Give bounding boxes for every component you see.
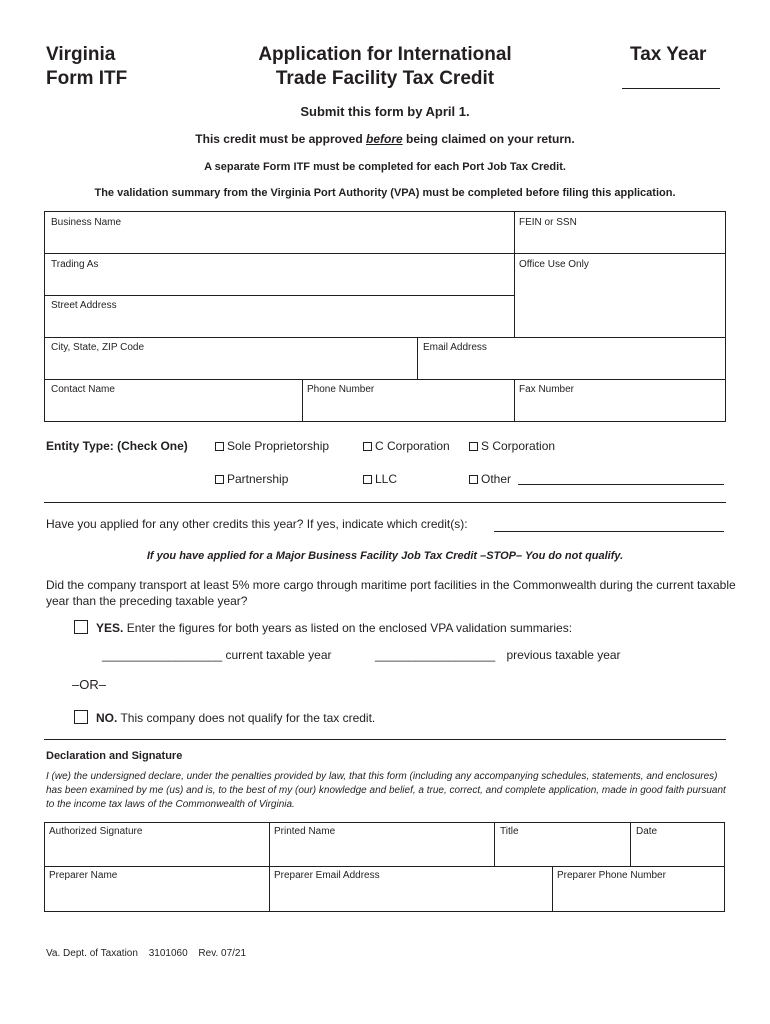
declaration-heading: Declaration and Signature (46, 750, 183, 762)
other-credits-field[interactable] (494, 531, 724, 532)
form-title-line2: Trade Facility Tax Credit (275, 68, 495, 89)
checkbox-icon[interactable] (363, 475, 372, 484)
tax-year-label: Tax Year (630, 44, 707, 65)
previous-year-entry[interactable]: __________________ previous taxable year (375, 648, 621, 662)
stop-notice: If you have applied for a Major Business Facility Job Tax Credit –STOP– You do not qualify. (146, 550, 624, 562)
business-info-grid (44, 211, 726, 422)
entity-other-field[interactable] (518, 484, 724, 485)
printed-name-field[interactable]: Printed Name (274, 826, 336, 837)
cargo-question: Did the company transport at least 5% more cargo through maritime port facilities in the Commonwealth during the current taxable year than the preceding taxable year? (46, 578, 736, 608)
section-divider (44, 739, 726, 740)
declaration-text: I (we) the undersigned declare, under the penalties provided by law, that this form (including any accompanying schedules, statements, and enclosures) has been examined by me (us) and is, to the best of my (our) knowledge and belief, a true, correct, and complete application, made in good faith pursuant to the income tax laws of the Commonwealth of Virginia. (46, 771, 726, 810)
checkbox-icon[interactable] (469, 442, 478, 451)
footer-dept: Va. Dept. of Taxation (46, 948, 138, 959)
city-state-zip-field[interactable]: City, State, ZIP Code (51, 342, 145, 353)
tax-year-field[interactable] (622, 88, 720, 89)
entity-c-corporation[interactable]: C Corporation (363, 439, 450, 453)
no-option: NO. This company does not qualify for the tax credit. (96, 711, 376, 725)
state-name: Virginia (46, 44, 116, 65)
form-id: Form ITF (46, 68, 128, 89)
yes-checkbox[interactable] (74, 620, 88, 634)
email-address-field[interactable]: Email Address (423, 342, 487, 353)
date-field[interactable]: Date (636, 826, 658, 837)
trading-as-field[interactable]: Trading As (51, 259, 99, 270)
preparer-name-field[interactable]: Preparer Name (49, 870, 118, 881)
separate-form-notice: A separate Form ITF must be completed for each Port Job Tax Credit. (204, 161, 566, 173)
approval-text-post: being claimed on your return. (402, 132, 575, 146)
form-title-line1: Application for International (258, 44, 512, 65)
title-field[interactable]: Title (500, 826, 519, 837)
entity-s-corporation[interactable]: S Corporation (469, 439, 555, 453)
entity-sole-proprietorship[interactable]: Sole Proprietorship (215, 439, 329, 453)
footer (46, 948, 246, 959)
approval-emphasis: before (365, 132, 403, 146)
current-year-entry[interactable]: __________________ current taxable year (102, 648, 332, 662)
approval-notice (0, 132, 770, 146)
approval-text-pre: This credit must be approved (195, 132, 366, 146)
other-credits-question: Have you applied for any other credits this year? If yes, indicate which credit(s): (46, 517, 468, 531)
footer-revision: Rev. 07/21 (198, 948, 247, 959)
preparer-email-field[interactable]: Preparer Email Address (274, 870, 380, 881)
fax-number-field[interactable]: Fax Number (519, 384, 575, 395)
business-name-field[interactable]: Business Name (51, 217, 122, 228)
office-use-only: Office Use Only (519, 259, 589, 270)
signature-grid (44, 822, 725, 912)
or-separator: –OR– (72, 677, 106, 692)
section-divider (44, 502, 726, 503)
checkbox-icon[interactable] (215, 475, 224, 484)
street-address-field[interactable]: Street Address (51, 300, 117, 311)
preparer-phone-field[interactable]: Preparer Phone Number (557, 870, 666, 881)
entity-type-label: Entity Type: (Check One) (46, 439, 188, 453)
checkbox-icon[interactable] (469, 475, 478, 484)
authorized-signature-field[interactable]: Authorized Signature (49, 826, 143, 837)
fein-ssn-field[interactable]: FEIN or SSN (519, 217, 577, 228)
contact-name-field[interactable]: Contact Name (51, 384, 115, 395)
validation-notice: The validation summary from the Virginia Port Authority (VPA) must be completed before filing this application. (94, 187, 676, 199)
no-checkbox[interactable] (74, 710, 88, 724)
checkbox-icon[interactable] (215, 442, 224, 451)
entity-llc[interactable]: LLC (363, 472, 397, 486)
current-year-field[interactable]: __________________ (102, 648, 223, 662)
entity-partnership[interactable]: Partnership (215, 472, 288, 486)
previous-year-field[interactable]: __________________ (375, 648, 496, 662)
checkbox-icon[interactable] (363, 442, 372, 451)
submit-by-notice: Submit this form by April 1. (300, 104, 470, 119)
footer-form-number: 3101060 (148, 948, 188, 959)
phone-number-field[interactable]: Phone Number (307, 384, 375, 395)
yes-option: YES. Enter the figures for both years as listed on the enclosed VPA validation summaries: (96, 621, 573, 635)
entity-other[interactable]: Other (469, 472, 511, 486)
